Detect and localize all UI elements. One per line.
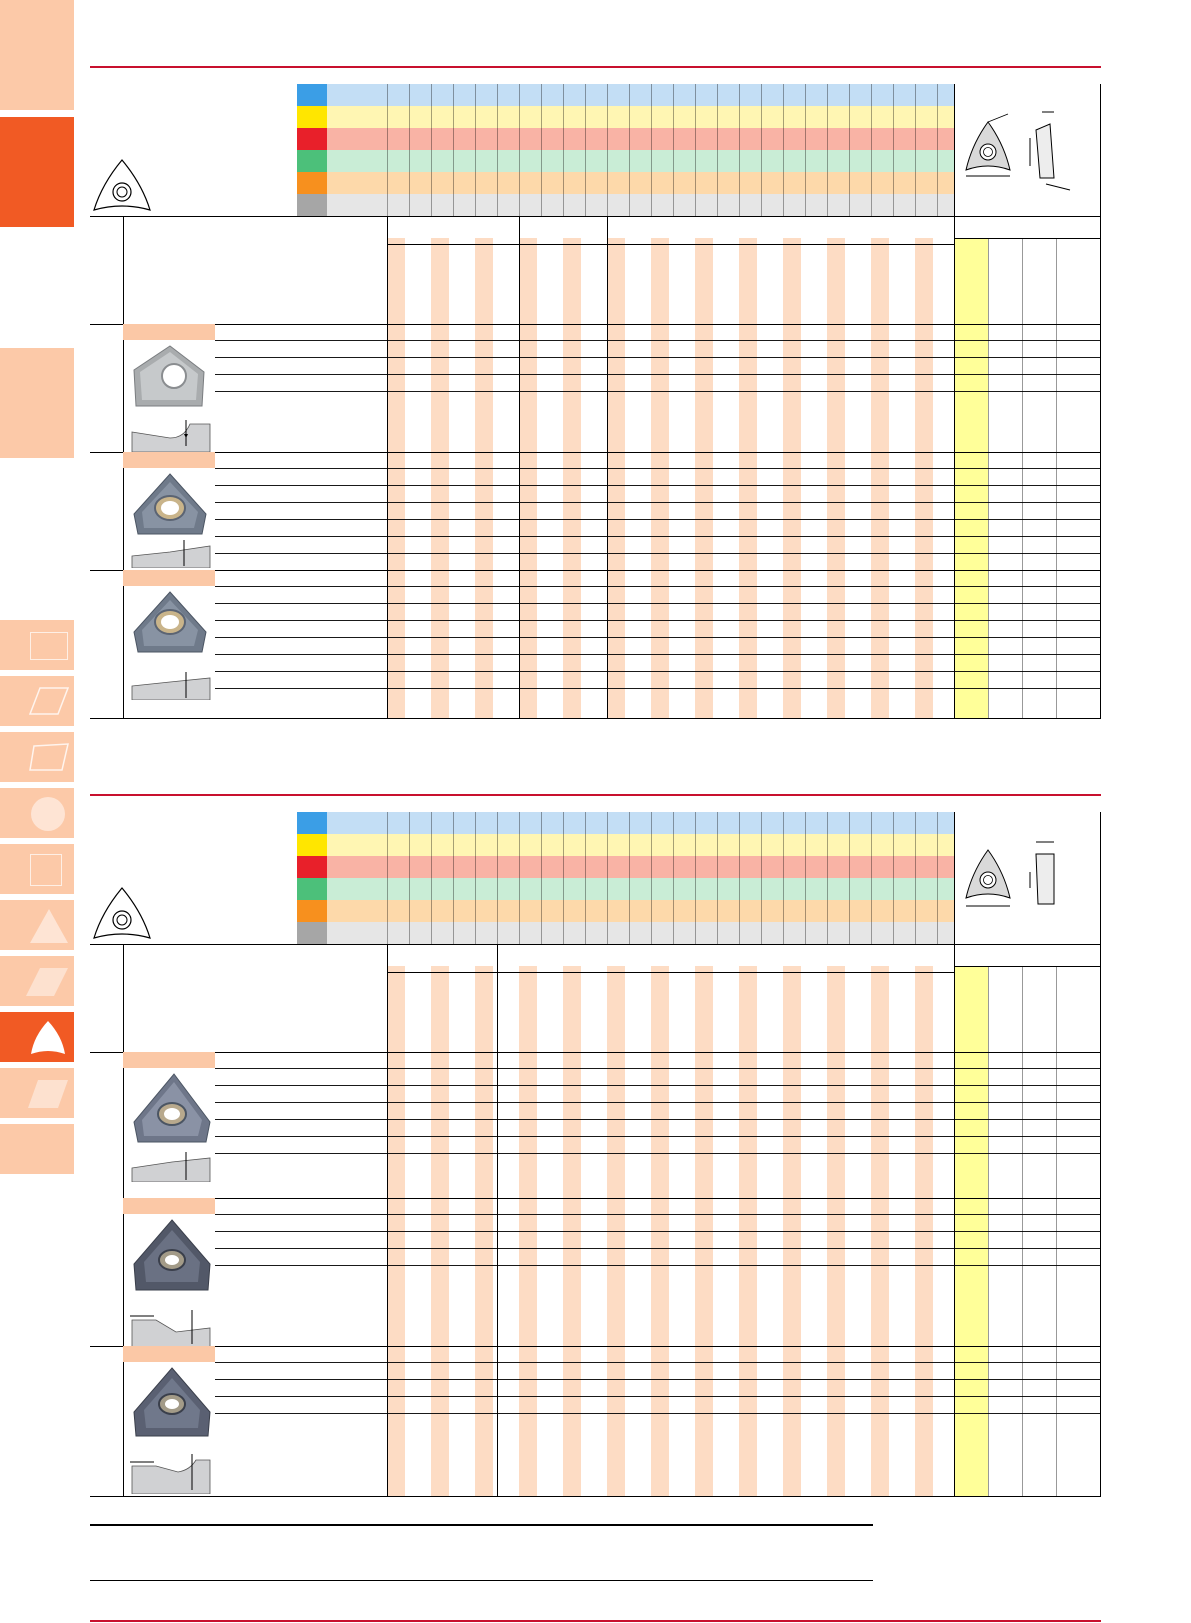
table-right-border (1100, 84, 1101, 718)
grid-line (805, 812, 806, 944)
parallelogram-icon (28, 686, 70, 716)
grid-line (453, 812, 454, 944)
subheader-divider (954, 966, 1101, 967)
trigon-insert-icon (90, 884, 154, 942)
grade-band-s (327, 900, 954, 922)
grid-line (761, 84, 762, 216)
row-divider (215, 620, 1100, 621)
row-divider (215, 536, 1100, 537)
row-divider (215, 485, 1100, 486)
grade-swatch-p (297, 812, 327, 834)
grade-stripe (783, 238, 801, 718)
grid-line (409, 84, 410, 216)
grid-line (387, 84, 388, 216)
dimension-highlight-column (954, 238, 988, 718)
chipbreaker-name-bar (123, 1052, 215, 1068)
grade-swatch-s (297, 172, 327, 194)
round-insert-icon (28, 794, 68, 834)
cutting-edge-profile-icon (126, 1306, 212, 1348)
insert-table-2 (90, 812, 1101, 1497)
grid-line (607, 84, 608, 216)
grade-swatch-m (297, 834, 327, 856)
grid-line (409, 812, 410, 944)
insert-photo-icon (130, 342, 212, 414)
grade-stripe (695, 238, 713, 718)
grade-stripe (827, 238, 845, 718)
grid-line (431, 84, 432, 216)
group-divider-row (90, 570, 1101, 571)
row-divider (215, 1248, 1100, 1249)
grid-line (783, 812, 784, 944)
row-divider (215, 1085, 1100, 1086)
insert-table-1 (90, 84, 1101, 719)
insert-photo-icon (130, 470, 212, 538)
grid-line (387, 812, 388, 944)
square-icon (30, 632, 68, 660)
row-divider (215, 1413, 1100, 1414)
footnote-rule-bottom (90, 1580, 873, 1581)
row-divider (215, 1068, 1100, 1069)
grid-line (827, 812, 828, 944)
grid-line (651, 84, 652, 216)
chipbreaker-name-bar (123, 1346, 215, 1362)
insert-dimension-diagram-icon (960, 104, 1090, 204)
footnote-rule-top (90, 1524, 873, 1526)
dimension-col (988, 238, 989, 718)
cutting-edge-profile-icon (130, 540, 212, 568)
row-divider (215, 1153, 1100, 1154)
row-divider (215, 688, 1100, 689)
header-divider (90, 944, 1101, 945)
dimension-col (1022, 238, 1023, 718)
cutting-edge-profile-icon (130, 672, 212, 700)
rhombus-icon (28, 742, 70, 772)
trigon-active-tab-icon (28, 1018, 68, 1058)
grade-swatch-p (297, 84, 327, 106)
cutting-edge-profile-icon (130, 1152, 212, 1182)
page-bottom-rule (90, 1620, 1101, 1622)
chipbreaker-name-bar (123, 1198, 215, 1214)
row-divider (215, 671, 1100, 672)
subheader-divider (387, 972, 954, 973)
triangle-insert-icon (28, 906, 70, 946)
square-insert-icon (30, 854, 62, 886)
grade-band-h (327, 194, 954, 216)
grid-line (585, 84, 586, 216)
dimension-divider (954, 812, 955, 1496)
grade-swatch-m (297, 106, 327, 128)
grade-band-n (327, 150, 954, 172)
row-divider (215, 553, 1100, 554)
sidebar-tab-section[interactable] (0, 348, 74, 458)
grid-line (739, 812, 740, 944)
grid-line (431, 812, 432, 944)
grid-line (871, 84, 872, 216)
section-top-rule (90, 66, 1101, 68)
row-divider (215, 1214, 1100, 1215)
rhombus-55-icon (26, 1078, 70, 1110)
grid-line (871, 812, 872, 944)
grid-line (607, 812, 608, 944)
dimension-col (1056, 238, 1057, 718)
grid-line (519, 812, 520, 944)
grid-line (915, 812, 916, 944)
table-left-border (123, 944, 124, 1496)
row-divider (215, 1362, 1100, 1363)
grid-line (739, 84, 740, 216)
grade-swatch-n (297, 878, 327, 900)
insert-photo-icon (130, 1216, 214, 1294)
row-divider (215, 1265, 1100, 1266)
grid-line (563, 812, 564, 944)
grid-line (937, 812, 938, 944)
subheader-divider (954, 238, 1101, 239)
table-right-border (1100, 812, 1101, 1496)
grid-line (629, 812, 630, 944)
grade-swatch-h (297, 922, 327, 944)
grid-line (541, 812, 542, 944)
grid-line (717, 84, 718, 216)
grade-swatch-h (297, 194, 327, 216)
section-mid-rule (90, 794, 1101, 796)
grade-stripe (475, 238, 493, 718)
sidebar-category-trigon[interactable] (0, 1012, 74, 1062)
sidebar-category-square[interactable] (0, 620, 74, 670)
grade-band-n (327, 878, 954, 900)
grid-line (717, 812, 718, 944)
row-divider (215, 519, 1100, 520)
row-divider (215, 1102, 1100, 1103)
grid-line (541, 84, 542, 216)
group-divider-row (90, 452, 1101, 453)
grid-line (827, 84, 828, 216)
row-divider (215, 1379, 1100, 1380)
sidebar-category-parallelogram[interactable] (0, 676, 74, 726)
row-divider (215, 654, 1100, 655)
grid-line (915, 84, 916, 216)
rhombus-35-icon (24, 966, 70, 998)
grid-line (651, 812, 652, 944)
grid-line (453, 84, 454, 216)
grid-line (673, 84, 674, 216)
cutting-edge-profile-icon (130, 418, 212, 452)
group-divider-row (90, 1346, 1101, 1347)
sidebar-category-rhombus[interactable] (0, 732, 74, 782)
insert-dimension-diagram-icon (960, 832, 1090, 932)
group-divider-row (90, 324, 1101, 325)
row-divider (215, 502, 1100, 503)
grid-line (761, 812, 762, 944)
grid-line (475, 84, 476, 216)
row-divider (215, 1119, 1100, 1120)
chipbreaker-name-bar (123, 570, 215, 586)
trigon-insert-icon (90, 156, 154, 214)
designation-divider (387, 216, 388, 718)
row-divider (215, 468, 1100, 469)
row-divider (215, 391, 1100, 392)
sidebar-category-rhombus-2[interactable] (0, 956, 74, 1006)
sidebar-category-other[interactable] (0, 1124, 74, 1174)
grid-line (497, 812, 498, 944)
grid-line (783, 84, 784, 216)
grid-line (475, 812, 476, 944)
grid-line (519, 84, 520, 216)
grade-band-p (327, 812, 954, 834)
group-divider-row (90, 1052, 1101, 1053)
group-divider-row (123, 1198, 1101, 1199)
sidebar-category-square-2[interactable] (0, 844, 74, 894)
grade-stripe (739, 238, 757, 718)
grid-line (695, 812, 696, 944)
grade-stripe (607, 238, 625, 718)
grid-line (849, 812, 850, 944)
grid-line (629, 84, 630, 216)
row-divider (215, 1136, 1100, 1137)
row-divider (215, 603, 1100, 604)
header-divider (90, 216, 1101, 217)
grade-swatch-k (297, 856, 327, 878)
subheader-divider (387, 244, 954, 245)
row-divider (215, 637, 1100, 638)
sidebar-tab-top[interactable] (0, 0, 74, 110)
grade-band-s (327, 172, 954, 194)
grade-swatch-k (297, 128, 327, 150)
grid-line (937, 84, 938, 216)
grade-stripe (915, 238, 933, 718)
grade-swatch-n (297, 150, 327, 172)
group-divider (607, 216, 608, 718)
row-divider (215, 586, 1100, 587)
grade-stripe (387, 238, 405, 718)
grade-stripe (431, 238, 449, 718)
insert-photo-icon (130, 1364, 214, 1440)
grid-line (497, 84, 498, 216)
grade-band-h (327, 922, 954, 944)
chipbreaker-name-bar (123, 452, 215, 468)
row-divider (215, 1396, 1100, 1397)
grade-stripe (651, 238, 669, 718)
grid-line (695, 84, 696, 216)
grade-band-m (327, 834, 954, 856)
grid-line (849, 84, 850, 216)
grid-line (563, 84, 564, 216)
row-divider (215, 1231, 1100, 1232)
cutting-edge-profile-icon (126, 1452, 212, 1494)
grade-stripe (519, 238, 537, 718)
grade-stripe (563, 238, 581, 718)
insert-photo-icon (130, 588, 212, 656)
grid-line (893, 84, 894, 216)
sidebar-tab-accent[interactable] (0, 117, 74, 227)
grade-band-m (327, 106, 954, 128)
grade-band-p (327, 84, 954, 106)
row-divider (215, 374, 1100, 375)
grid-line (673, 812, 674, 944)
dimension-divider (954, 84, 955, 718)
grade-stripe (871, 238, 889, 718)
insert-photo-icon (130, 1070, 214, 1146)
grade-band-k (327, 856, 954, 878)
group-divider (519, 216, 520, 718)
grade-swatch-s (297, 900, 327, 922)
row-divider (215, 357, 1100, 358)
row-divider (215, 340, 1100, 341)
grid-line (893, 812, 894, 944)
sidebar-category-round[interactable] (0, 788, 74, 838)
sidebar-category-rhombus-3[interactable] (0, 1068, 74, 1118)
grid-line (805, 84, 806, 216)
sidebar-category-triangle[interactable] (0, 900, 74, 950)
chipbreaker-name-bar (123, 324, 215, 340)
grid-line (585, 812, 586, 944)
grade-band-k (327, 128, 954, 150)
